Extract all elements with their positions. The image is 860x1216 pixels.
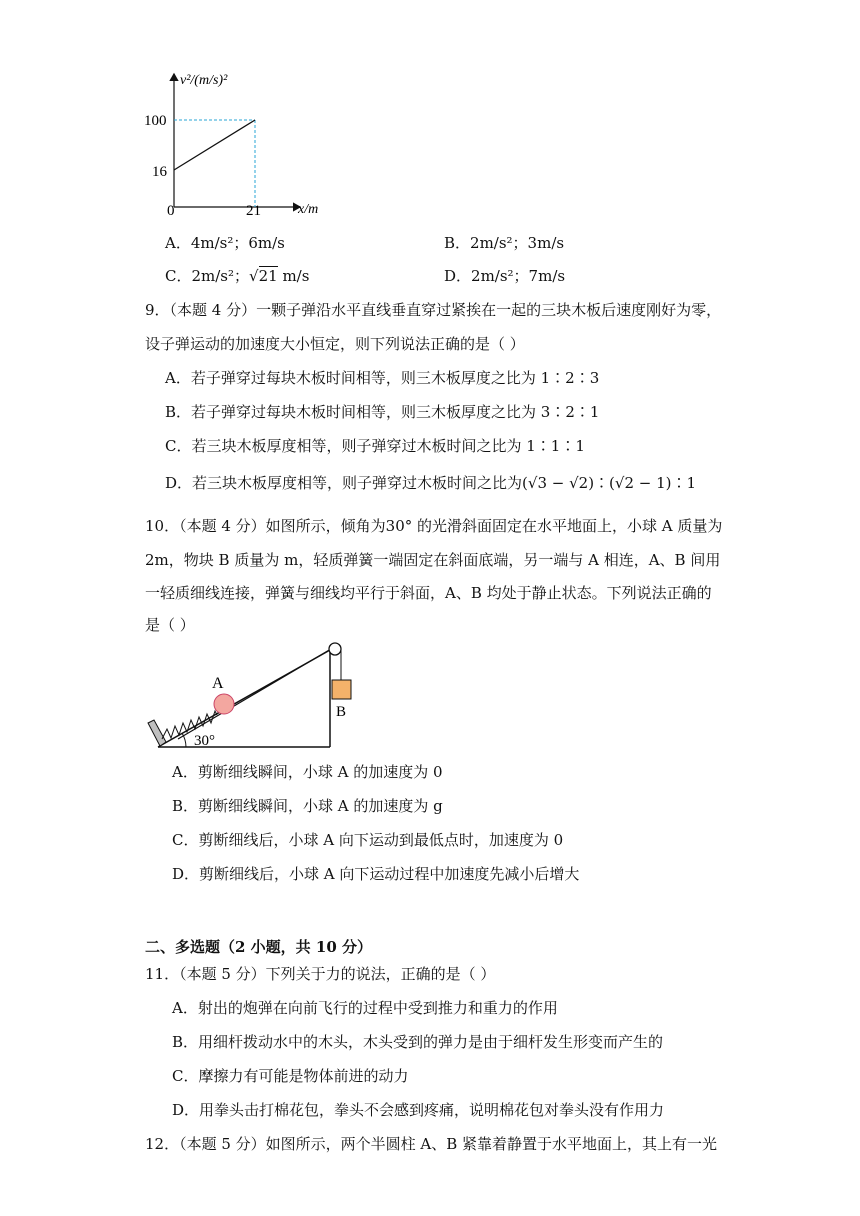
section-title: 二、多选题（2 小题，共 10 分） [145,938,372,956]
angle-label: 30° [194,733,215,749]
x-axis-label: x/m [298,202,319,217]
q9-option-d-prefix: D．若三块木板厚度相等，则子弹穿过木板时间之比为 [165,474,523,492]
q10-stem-line1: 10．（本题 4 分）如图所示，倾角为30° 的光滑斜面固定在水平地面上，小球 A 质量为 [145,517,723,535]
q10-stem-line4: 是（ ） [145,616,195,634]
q8-option-d: D．2m/s²；7m/s [444,267,566,285]
q8-option-c [165,265,309,286]
ball-a [214,694,234,714]
pulley [329,643,341,655]
y-axis-label: v²/(m/s)² [180,73,228,88]
q9-option-b: B．若子弹穿过每块木板时间相等，则三木板厚度之比为 3∶2∶1 [165,403,600,421]
incline-upper [178,646,336,739]
label-a: A [212,675,224,692]
q11-option-c: C．摩擦力有可能是物体前进的动力 [172,1067,409,1085]
q9-option-d-formula: (√3 − √2)∶(√2 − 1)∶1 [522,474,697,492]
q8-option-c-unit: m/s [282,267,310,285]
q11-option-a: A．射出的炮弹在向前飞行的过程中受到推力和重力的作用 [172,999,558,1017]
x-tick-0: 0 [167,203,175,219]
q9-option-c: C．若三块木板厚度相等，则子弹穿过木板时间之比为 1∶1∶1 [165,437,585,455]
incline-figure [140,636,370,756]
v-squared-x-graph [140,62,340,222]
q10-stem-line3: 一轻质细线连接，弹簧与细线均平行于斜面，A、B 均处于静止状态。下列说法正确的 [145,584,712,602]
q9-option-a: A．若子弹穿过每块木板时间相等，则三木板厚度之比为 1∶2∶3 [165,369,600,387]
q8-option-a: A．4m/s²；6m/s [165,234,285,252]
wall-base [148,720,166,746]
q12-stem-line1: 12．（本题 5 分）如图所示，两个半圆柱 A、B 紧靠着静置于水平地面上，其上有一光 [145,1135,718,1153]
block-b [332,680,351,699]
data-line [174,120,255,170]
x-tick-21: 21 [246,203,261,219]
q11-option-b: B．用细杆拨动水中的木头，木头受到的弹力是由于细杆发生形变而产生的 [172,1033,664,1051]
y-tick-100: 100 [144,113,167,129]
q10-option-a: A．剪断细线瞬间，小球 A 的加速度为 0 [172,763,443,781]
q8-option-c-radicand: 21 [258,267,278,285]
q10-stem-line2: 2m，物块 B 质量为 m，轻质弹簧一端固定在斜面底端，另一端与 A 相连，A、B 间用 [145,551,721,569]
q8-option-b: B．2m/s²；3m/s [444,234,565,252]
y-tick-16: 16 [152,164,167,180]
q9-stem-line2: 设子弹运动的加速度大小恒定，则下列说法正确的是（ ） [145,335,525,353]
q11-option-d: D．用拳头击打棉花包，拳头不会感到疼痛，说明棉花包对拳头没有作用力 [172,1101,665,1119]
q9-option-d [165,472,696,493]
q10-option-d: D．剪断细线后，小球 A 向下运动过程中加速度先减小后增大 [172,865,580,883]
q10-option-c: C．剪断细线后，小球 A 向下运动到最低点时，加速度为 0 [172,831,564,849]
q9-stem-line1: 9．（本题 4 分）一颗子弹沿水平直线垂直穿过紧挨在一起的三块木板后速度刚好为零， [145,301,722,319]
q10-option-b: B．剪断细线瞬间，小球 A 的加速度为 g [172,797,443,815]
q11-stem: 11．（本题 5 分）下列关于力的说法，正确的是（ ） [145,965,496,983]
sqrt-sign: √ [249,267,259,285]
label-b: B [336,704,347,720]
q8-option-c-prefix: C．2m/s²； [165,267,250,285]
